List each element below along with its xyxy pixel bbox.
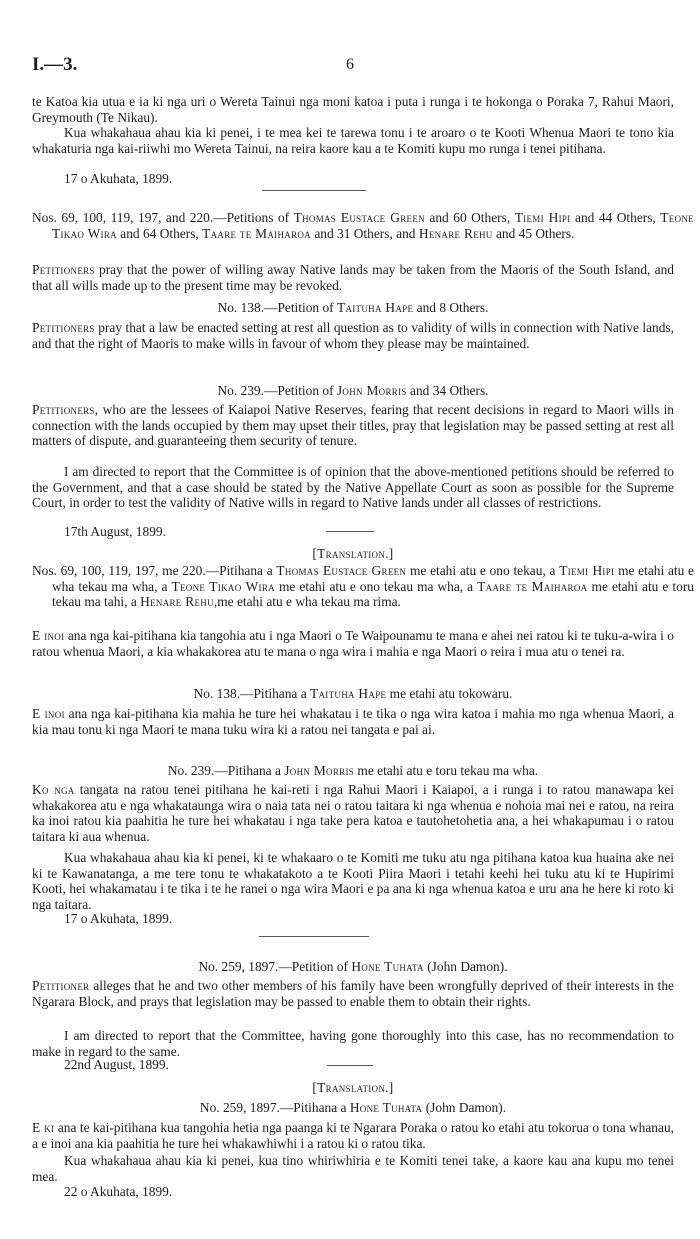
report-date: 17th August, 1899. (64, 524, 166, 539)
section-divider (259, 936, 369, 937)
page-number: 6 (346, 56, 354, 73)
page-header (32, 54, 672, 78)
report-date: 22 o Akuhata, 1899. (64, 1184, 173, 1199)
petition-prayer: Ko nga tangata na ratou tenei pitihana he kai-reti i nga Rahui Maori i Kaiapoi, a i runga i to ratou manawapa kei whakakorea atu e nga whakataunga wira o naia tata nei o ratou taitara ki nga whenua e nohoia mai nei e ratou, na reira ka inoi ratou kia paahitia he ture hei whakatau i nga take pera katoa e tautohetohetia ana, a hei whakapumau i o ratou taitara ki aua whenua. (32, 782, 674, 844)
petition-heading: No. 259, 1897.—Pitihana a Hone Tuhata (John Damon). (199, 1100, 507, 1115)
petition-prayer: E ki ana te kai-pitihana kua tangohia hetia nga paanga ki te Ngarara Poraka o ratou ko etahi atu tokorua o tona whanau, a e inoi ana kia paahitia he ture hei whakawhiwhi i a ratou ki o ratou tika. (32, 1120, 674, 1151)
petition-prayer: Petitioners, who are the lessees of Kaiapoi Native Reserves, fearing that recent decisions in regard to Maori wills in connection with the lands occupied by them may upset their titles, pray that legislation may be passed setting at rest all matters of dispute, and guaranteeing them security of tenure. (32, 402, 674, 449)
short-divider (327, 1065, 373, 1066)
petition-prayer: Petitioners pray that a law be enacted setting at rest all question as to validity of wills in connection with Native lands, and that the right of Maoris to make wills in favour of whom they please may be maintained. (32, 320, 674, 351)
report-paragraph: I am directed to report that the Committee, having gone thoroughly into this case, has no recommendation to make in regard to the same. (32, 1028, 674, 1059)
petition-heading: Nos. 69, 100, 119, 197, me 220.—Pitihana a Thomas Eustace Green me etahi atu e ono tekau, a Tiemi Hipi me etahi atu e wha tekau ma wha, a Teone Tikao Wira me etahi atu e ono tekau ma wha, a Taare te Maiharoa me etahi atu e toru tekau ma tahi, a Henare Rehu,me etahi atu e wha tekau ma rima. (32, 563, 694, 610)
report-date: 17 o Akuhata, 1899. (64, 171, 173, 186)
petition-heading: No. 138.—Petition of Taituha Hape and 8 Others. (217, 300, 489, 315)
report-paragraph: Kua whakahaua ahau kia ki penei, i te mea kei te tarewa tonu i te aroaro o te Kooti Whenua Maori te tono kia whakaturia nga kai-riiwhi mo Wereta Tainui, na reira kaore kau a te Komiti kupu mo runga i tenei pitihana. (32, 125, 674, 156)
section-divider (262, 190, 366, 191)
petition-heading: No. 259, 1897.—Petition of Hone Tuhata (John Damon). (198, 959, 508, 974)
petition-heading: No. 239.—Petition of John Morris and 34 Others. (217, 383, 489, 398)
petition-heading: Nos. 69, 100, 119, 197, and 220.—Petitions of Thomas Eustace Green and 60 Others, Tiemi Hipi and 44 Others, Teone Tikao Wira and 64 Others, Taare te Maiharoa and 31 Others, and Henare Rehu and 45 Others. (32, 210, 694, 241)
petition-heading: No. 138.—Pitihana a Taituha Hape me etahi atu tokowaru. (193, 686, 513, 701)
petition-prayer: E inoi ana nga kai-pitihana kia mahia he ture hei whakatau i te tika o nga wira katoa i mahia mo nga whenua Maori, a kia mau tonu ki nga Maori te mana tuku wira ki a ratou nei tangata e pai ai. (32, 706, 674, 737)
petition-prayer: E inoi ana nga kai-pitihana kia tangohia atu i nga Maori o Te Waipounamu te mana e ahei nei ratou ki te tuku-a-wira i o ratou whenua Maori, a kia whakakorea atu te mana o nga wira i mahia e nga Maori o reira i mua atu o tenei ra. (32, 628, 674, 659)
document-reference: I.—3. (32, 54, 78, 75)
report-date: 22nd August, 1899. (64, 1057, 169, 1072)
short-divider (326, 531, 374, 532)
translation-label: [Translation.] (312, 1080, 394, 1095)
report-paragraph: I am directed to report that the Committee is of opinion that the above-mentioned petitions should be referred to the Government, and that a case should be stated by the Native Appellate Court as soon as possible for the Supreme Court, in order to test the validity of Native wills in regard to Native lands under all classes of restrictions. (32, 464, 674, 511)
petition-heading: No. 239.—Pitihana a John Morris me etahi atu e toru tekau ma wha. (167, 763, 539, 778)
petition-prayer: Petitioners pray that the power of willing away Native lands may be taken from the Maoris of the South Island, and that all wills made up to the present time may be revoked. (32, 262, 674, 293)
petition-prayer: Petitioner alleges that he and two other members of his family have been wrongfully deprived of their interests in the Ngarara Block, and prays that legislation may be passed to enable them to obtain their rights. (32, 978, 674, 1009)
report-paragraph: Kua whakahaua ahau kia ki penei, ki te whakaaro o te Komiti me tuku atu nga pitihana katoa kua huaina ake nei ki te Kawanatanga, a me tere tonu te whakatakoto a te Kooti Piira Maori i tetahi keehi hei tuku atu ki te Hupirimi Kooti, hei whakamatau i te tika i te he ranei o nga wira Maori e pa ana ki nga whenua katoa e uru ana he here ki roto ki nga taitara. (32, 850, 674, 912)
report-date: 17 o Akuhata, 1899. (64, 911, 173, 926)
continued-paragraph: te Katoa kia utua e ia ki nga uri o Wereta Tainui nga moni katoa i puta i runga i te hokonga o Poraka 7, Rahui Maori, Greymouth (Te Nikau). (32, 94, 674, 125)
report-paragraph: Kua whakahaua ahau kia ki penei, kua tino whiriwhiria e te Komiti tenei take, a kaore kau ana kupu mo tenei mea. (32, 1153, 674, 1184)
translation-label: [Translation.] (312, 546, 394, 561)
